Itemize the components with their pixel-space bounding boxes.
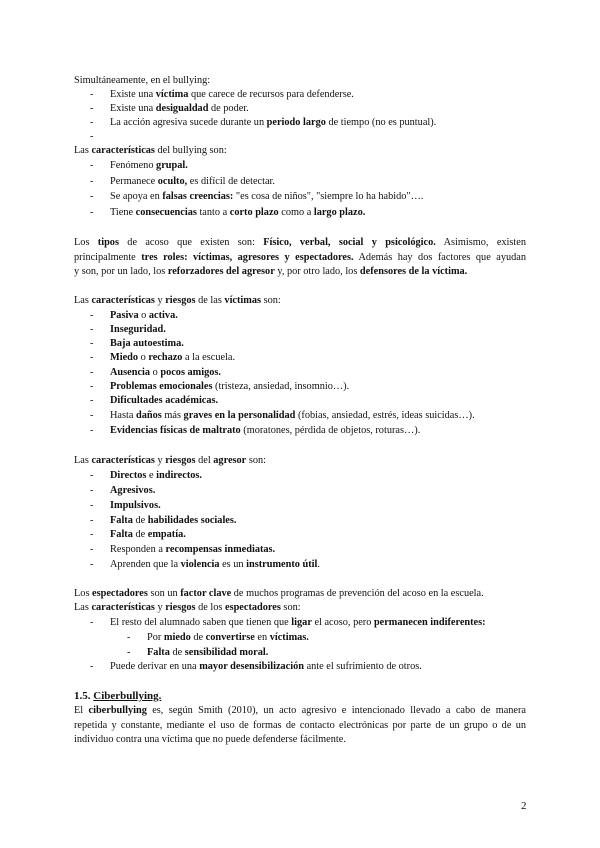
section-heading: 1.5. Ciberbullying.: [74, 690, 162, 702]
types-paragraph: Los tipos de acoso que existen son: Físico, verbal, social y psicológico. Asimismo, existen principalmente tres roles: víctimas, agresores y espectadores. Además hay dos factores que ayudan y son, por un lado, los reforzadores del agresor y, por otro lado, los defensores de la víctima.: [74, 237, 526, 277]
spectators-heading: Las características y riesgos de los espectadores son:: [74, 602, 301, 613]
aggressor-heading: Las características y riesgos del agresor son:: [74, 455, 266, 466]
page-number: 2: [521, 800, 527, 812]
characteristics-heading: Las características del bullying son:: [74, 145, 227, 156]
intro-line: Simultáneamente, en el bullying:: [74, 75, 211, 86]
document-page: Simultáneamente, en el bullying: - Existe una víctima que carece de recursos para defenderse. - Existe una desigualdad de poder. - La acción agresiva sucede durante un periodo largo de tiempo (no es puntual). - Las características del bullying son: - Fenómeno grupal. - Permanece oculto, es difícil de detectar. - Se apoya en falsas creencias: "es cosa de niños", "siempre lo ha habido"…. - Tiene consecuencias tanto a corto plazo como a largo plazo. Los tipos de acoso que existen son: Físico, verbal, social y psicológico. Asimismo, existen principalmente tres roles: víctimas, agresores y espectadores. Además hay dos factores que ayudan y son, por un lado, los reforzadores del agresor y, por otro lado, los defensores de la víctima. Las características y riesgos de las víctimas son: - Pasiva o activa. - Inseguridad. - Baja autoestima. - Miedo o rechazo a la escuela. - Ausencia o pocos amigos. - Problemas emocionales (tristeza, ansiedad, insomnio…). - Dificultades académicas. - Hasta daños más graves en la personalidad (fobias, ansiedad, estrés, ideas suicidas…). - Evidencias físicas de maltrato (moratones, pérdida de objetos, roturas…). Las características y riesgos del agresor son: - Directos e indirectos. - Agresivos. - Impulsivos. - Falta de habilidades sociales. - Falta de empatía. - Responden a recompensas inmediatas. - Aprenden que la violencia es un instrumento útil. Los espectadores son un factor clave de muchos programas de prevención del acoso en la escuela. Las características y riesgos de los espectadores son: - El resto del alumnado saben que tienen que ligar el acoso, pero permanecen indiferentes: - Por miedo de convertirse en víctimas. - Falta de sensibilidad moral. - Puede derivar en una mayor desensibilización ante el sufrimiento de otros. 1.5. Ciberbullying. El ciberbullying es, según Smith (2010), un acto agresivo e intencionado llevado a cabo de manera repetida y constante, mediante el uso de formas de contacto electrónicas por parte de un grupo o de un individuo contra una víctima que no puede defenderse fácilmente. 2: [74, 75, 527, 812]
victims-heading: Las características y riesgos de las víctimas son:: [74, 295, 281, 306]
cyberbullying-paragraph: El ciberbullying es, según Smith (2010), un acto agresivo e intencionado llevado a cabo de manera repetida y constante, mediante el uso de formas de contacto electrónicas por parte de un grupo o de un individuo contra una víctima que no puede defenderse fácilmente.: [74, 705, 526, 745]
spectators-line: Los espectadores son un factor clave de muchos programas de prevención del acoso en la escuela.: [74, 588, 484, 599]
